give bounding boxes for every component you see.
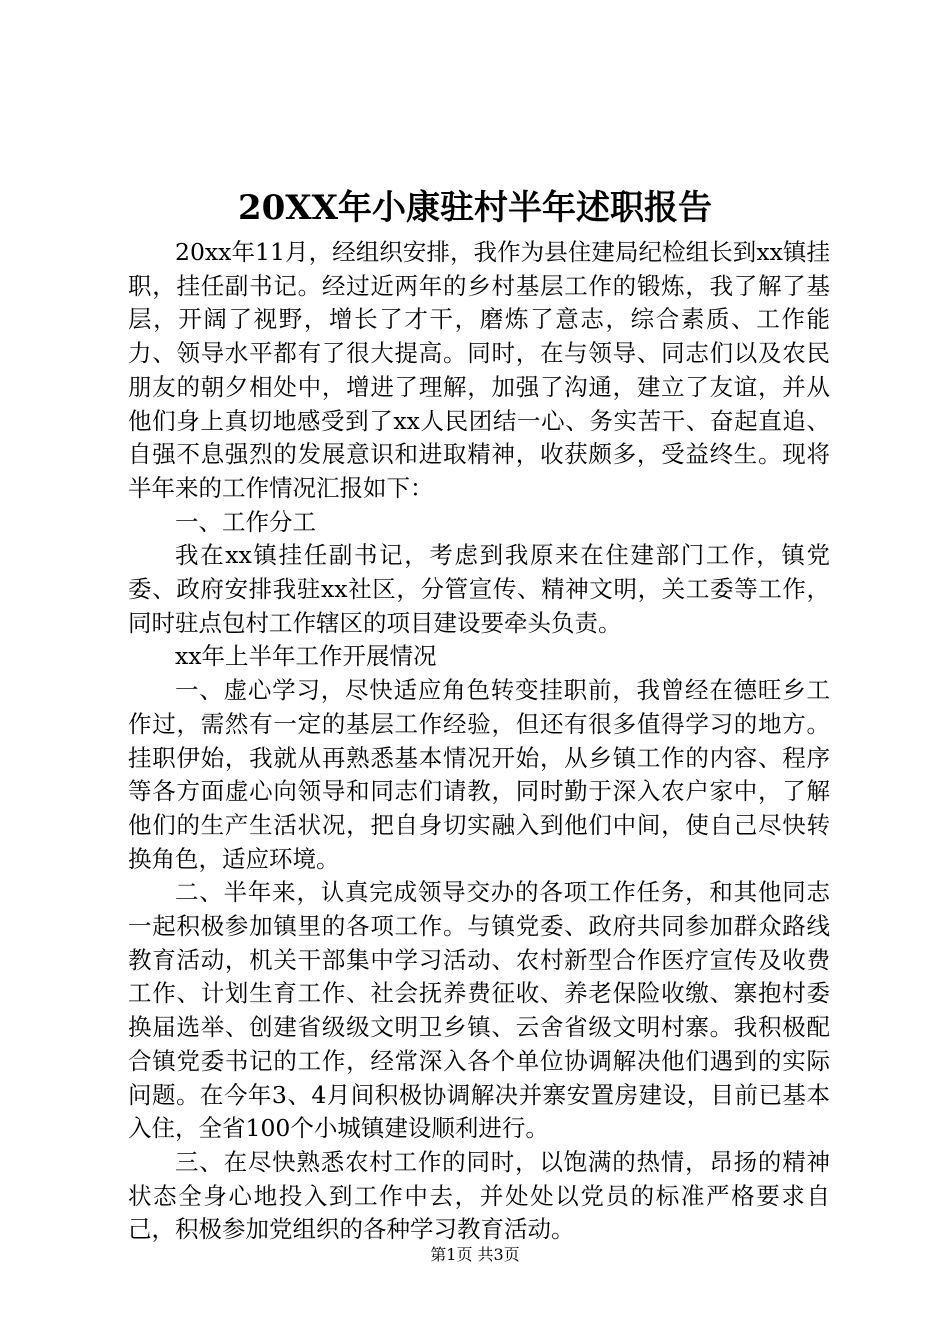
paragraph-intro: 20xx年11月，经组织安排，我作为县住建局纪检组长到xx镇挂职，挂任副书记。经过近两年的乡村基层工作的锻炼，我了解了基层，开阔了视野，增长了才干，磨炼了意志，综合素质、工作能力、领导水平都有了很大提高。同时，在与领导、同志们以及农民朋友的朝夕相处中，增进了理解，加强了沟通，建立了友谊，并从他们身上真切地感受到了xx人民团结一心、务实苦干、奋起直追、自强不息强烈的发展意识和进取精神，收获颇多，受益终生。现将半年来的工作情况汇报如下： — [128, 238, 830, 502]
paragraph-division: 我在xx镇挂任副书记，考虑到我原来在住建部门工作，镇党委、政府安排我驻xx社区，分管宣传、精神文明，关工委等工作，同时驻点包村工作辖区的项目建设要牵头负责。 — [128, 541, 830, 637]
section-heading-division: 一、工作分工 — [175, 507, 316, 536]
paragraph-point-3: 三、在尽快熟悉农村工作的同时，以饱满的热情，昂扬的精神状态全身心地投入到工作中去，并处处以党员的标准严格要求自己，积极参加党组织的各种学习教育活动。 — [128, 1147, 830, 1244]
paragraph-point-1: 一、虚心学习，尽快适应角色转变挂职前，我曾经在德旺乡工作过，需然有一定的基层工作经验，但还有很多值得学习的地方。挂职伊始，我就从再熟悉基本情况开始，从乡镇工作的内容、程序等各方面虚心向领导和同志们请教，同时勤于深入农户家中，了解他们的生产生活状况，把自身切实融入到他们中间，使自己尽快转换角色，适应环境。 — [128, 676, 830, 873]
document-body — [128, 236, 830, 1247]
page-footer: 第1页 共3页 — [430, 1245, 520, 1264]
paragraph-point-2: 二、半年来，认真完成领导交办的各项工作任务，和其他同志一起积极参加镇里的各项工作。与镇党委、政府共同参加群众路线教育活动，机关干部集中学习活动、农村新型合作医疗宣传及收费工作、计划生育工作、社会抚养费征收、养老保险收缴、寨抱村委换届选举、创建省级级文明卫乡镇、云舍省级文明村寨。我积极配合镇党委书记的工作，经常深入各个单位协调解决他们遇到的实际问题。在今年3、4月间积极协调解决并寨安置房建设，目前已基本入住，全省100个小城镇建设顺利进行。 — [128, 878, 830, 1143]
section-heading-progress: xx年上半年工作开展情况 — [175, 642, 437, 671]
document-title: 20XX年小康驻村半年述职报告 — [237, 188, 713, 228]
